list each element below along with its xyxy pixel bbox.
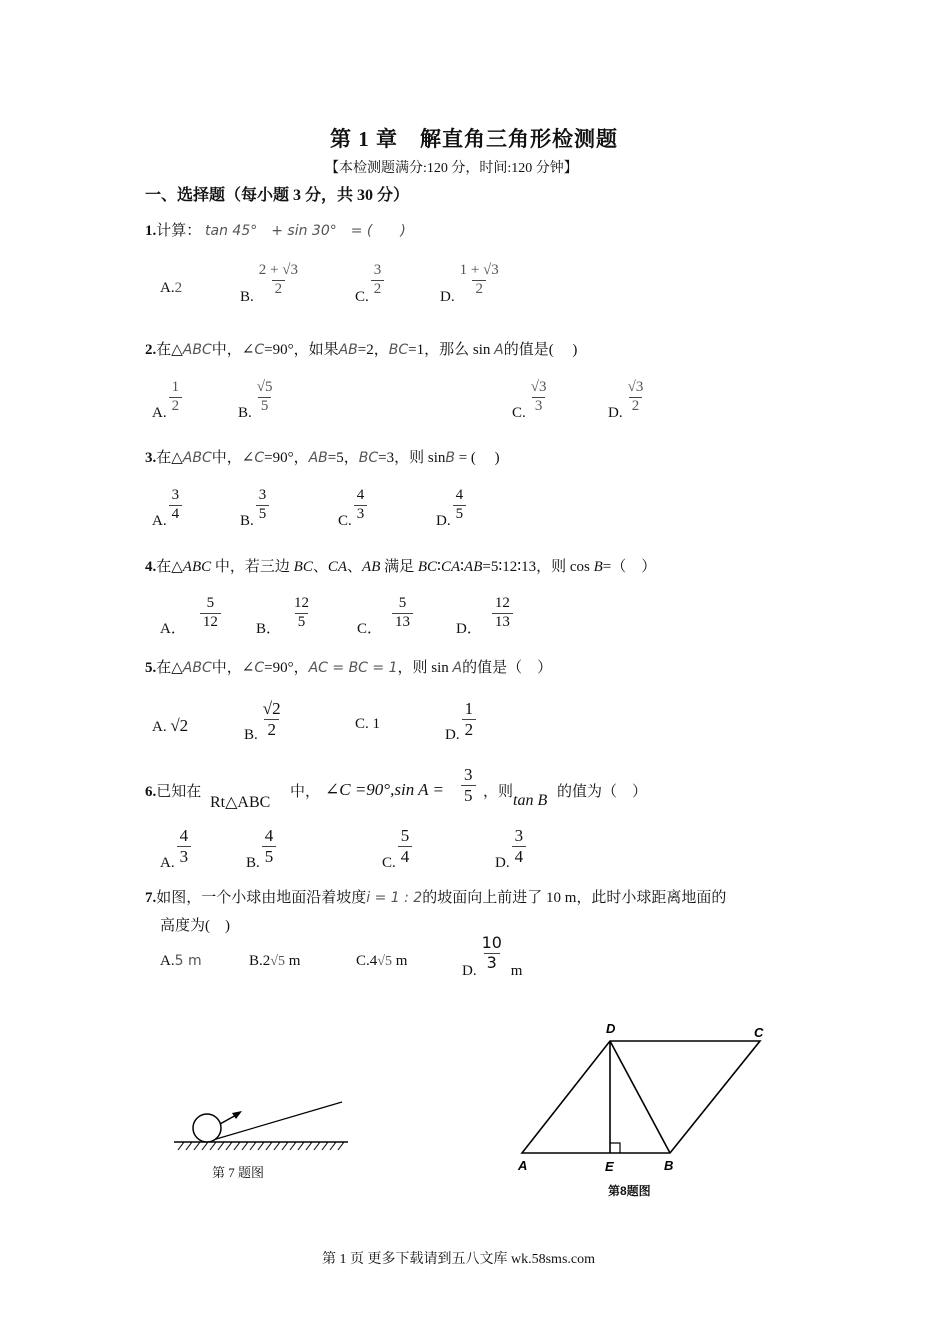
option-c: C. $\frac{√3}{3}$	[512, 379, 547, 421]
slope-line	[206, 1102, 342, 1142]
option-b: B. $\frac{4}{5}$	[246, 827, 278, 866]
figure-8-caption: 第8题图	[608, 1184, 651, 1198]
option-b: B. $\frac{2 + √3}{2}$	[240, 262, 298, 305]
figure-8	[510, 1015, 780, 1185]
section-heading: 一、选择题（每小题 3 分，共 30 分）	[145, 187, 410, 204]
question-number: 1.	[145, 223, 157, 239]
option-d: D. $\frac{10}{3}$ m	[462, 933, 523, 979]
option-d: D. $\frac{√3}{2}$	[608, 379, 644, 421]
right-angle-mark	[610, 1143, 620, 1153]
question-3: 3.在△ABC中，∠C=90°，AB=5，BC=3，则 sinB = ( )	[145, 450, 500, 466]
question-5-options	[152, 700, 552, 755]
option-a: A． $\frac{5}{12}$	[160, 596, 223, 631]
question-text: 计算：	[156, 223, 202, 239]
question-7: 7.如图，一个小球由地面沿着坡度i = 1 : 2的坡面向上前进了 10 m，此时小球距离地面的	[145, 890, 727, 906]
option-a: A.5 m	[160, 953, 202, 969]
question-3-options	[152, 488, 652, 538]
option-d: D. $\frac{1 + √3}{2}$	[440, 262, 499, 305]
label-C: C	[754, 1025, 764, 1040]
option-b: B． $\frac{12}{5}$	[256, 595, 310, 637]
option-d: D. $\frac{1}{2}$	[445, 700, 478, 739]
question-1	[145, 219, 406, 240]
arrow-head	[232, 1111, 242, 1119]
option-d: D． $\frac{12}{13}$	[456, 596, 515, 631]
label-A: A	[518, 1158, 528, 1173]
option-c: C. $\frac{5}{4}$	[382, 827, 414, 866]
page-title: 第 1 章 解直角三角形检测题	[330, 127, 618, 151]
parallelogram-ABCD	[522, 1041, 760, 1153]
option-a: A.2	[160, 280, 183, 296]
figure-7-caption: 第 7 题图	[212, 1165, 265, 1180]
question-2: 2.在△ABC中，∠C=90°，如果AB=2，BC=1，那么 sin A的值是( )	[145, 342, 578, 358]
question-2-options	[152, 380, 672, 430]
option-a: A. $\frac{1}{2}$	[152, 380, 184, 415]
label-E: E	[605, 1159, 614, 1174]
option-b: B. $\frac{3}{5}$	[240, 488, 271, 523]
option-a: A. $\frac{3}{4}$	[152, 488, 184, 523]
option-d: D. $\frac{3}{4}$	[495, 827, 528, 866]
label-D: D	[606, 1021, 616, 1036]
question-4: 4.在△ABC 中，若三边 BC、CA、AB 满足 BC∶CA∶AB=5∶12∶13，则 cos B=（ ）	[145, 559, 657, 575]
question-5: 5.在△ABC中，∠C=90°，AC = BC = 1，则 sin A的值是（ ）	[145, 660, 553, 676]
question-7-line2: 高度为( )	[160, 918, 230, 934]
option-b: B.2√5 m	[249, 953, 301, 969]
option-c: C.4√5 m	[356, 953, 408, 969]
question-4-options	[160, 596, 560, 646]
option-c: C． $\frac{5}{13}$	[357, 596, 415, 631]
option-c: C. $\frac{3}{2}$	[355, 263, 386, 298]
question-7-options	[160, 935, 580, 985]
option-c: C. 1	[355, 716, 381, 732]
formula: tan 45° + sin 30° = ( )	[205, 223, 406, 239]
option-c: C. $\frac{4}{3}$	[338, 488, 369, 523]
question-6-options	[160, 827, 560, 877]
option-b: B. $\frac{√5}{5}$	[238, 379, 273, 421]
page-footer: 第 1 页 更多下载请到五八文库 wk.58sms.com	[322, 1252, 595, 1267]
ground-hatching	[178, 1142, 344, 1150]
page-subtitle: 【本检测题满分:120 分，时间:120 分钟】	[325, 161, 578, 176]
diagonal-DB	[610, 1041, 670, 1153]
option-d: D. $\frac{4}{5}$	[436, 488, 468, 523]
figure-7	[170, 1090, 360, 1160]
option-b: B. $\frac{√2}{2}$	[244, 699, 281, 743]
option-a: A. $\frac{4}{3}$	[160, 827, 193, 866]
ball	[193, 1114, 221, 1142]
label-B: B	[664, 1158, 674, 1173]
option-a: A. √2	[152, 716, 189, 735]
